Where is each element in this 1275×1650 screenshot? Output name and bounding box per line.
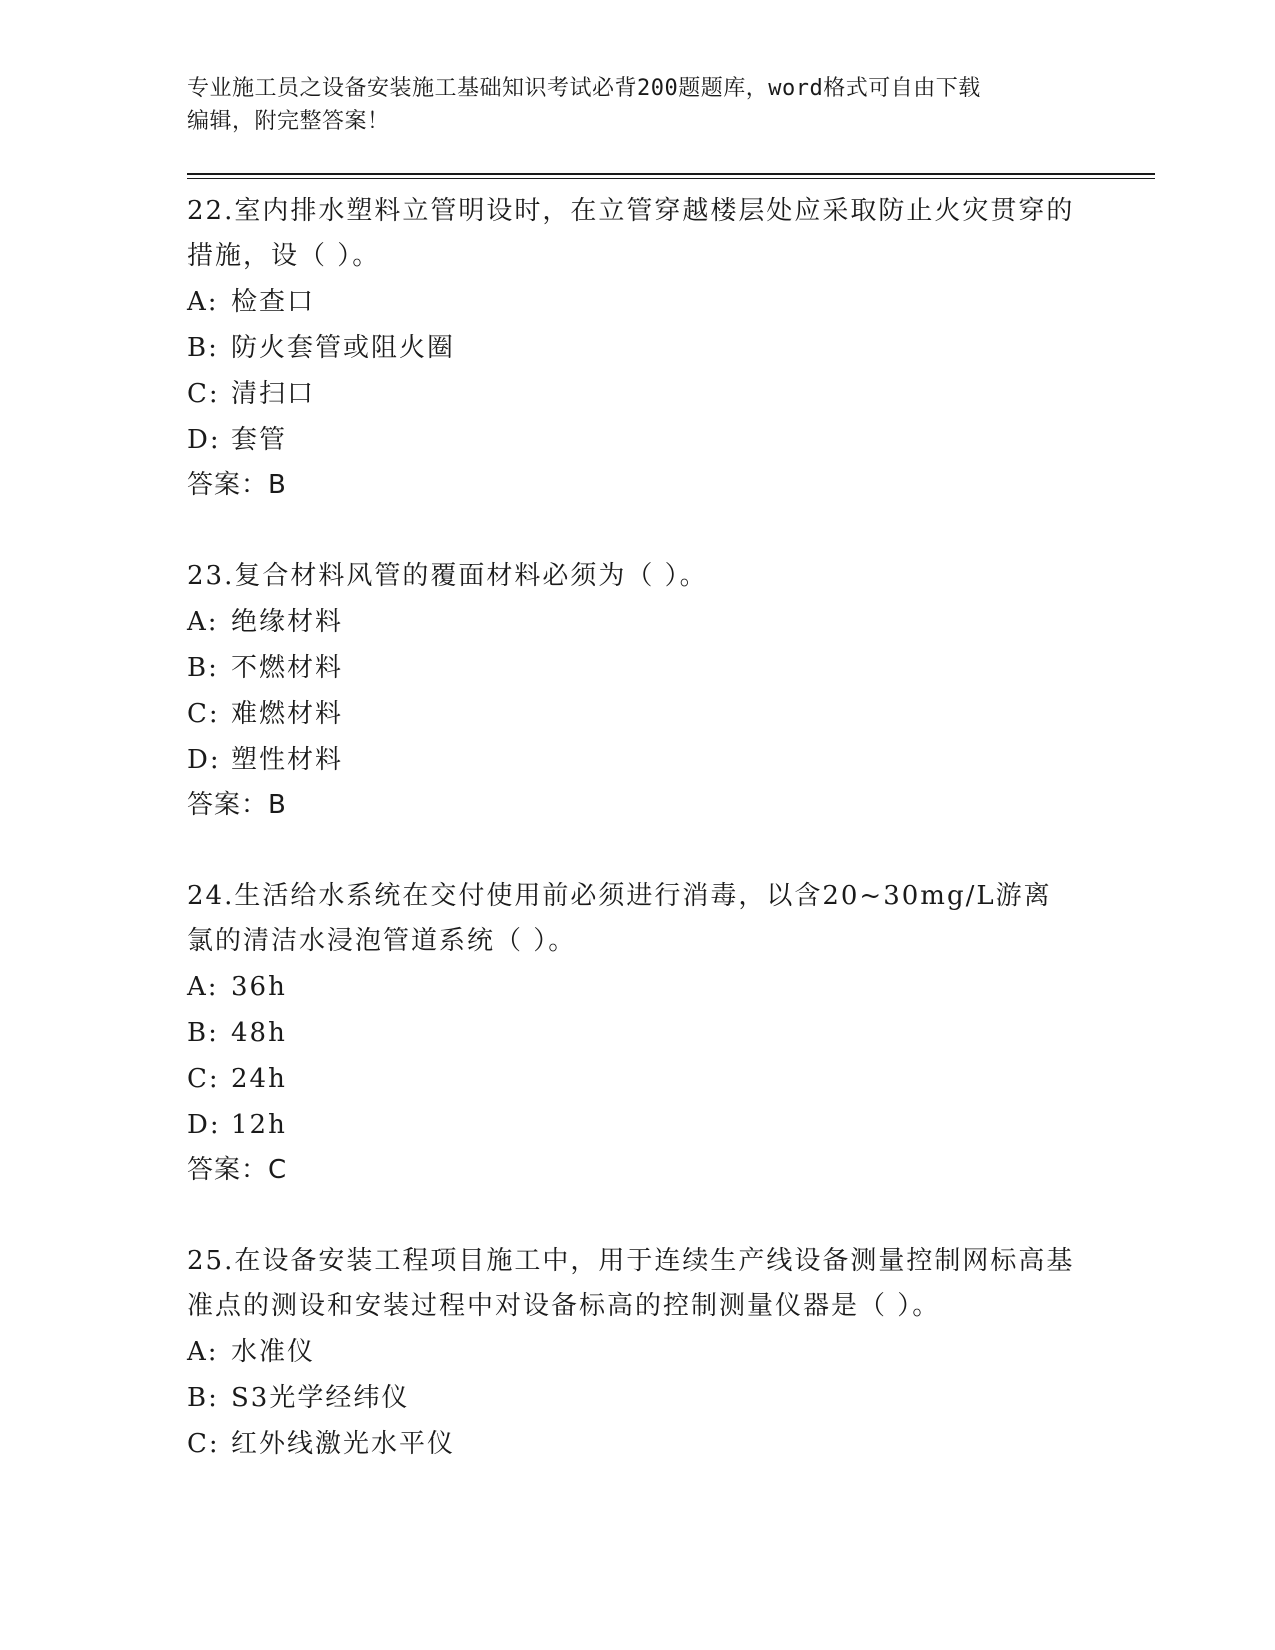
option-text: 套管 xyxy=(231,425,288,455)
option-letter: D: xyxy=(187,425,221,455)
option-c xyxy=(187,691,1155,737)
option-letter: C: xyxy=(187,699,220,729)
option-letter: C: xyxy=(187,1429,220,1459)
option-letter: A: xyxy=(187,1337,219,1367)
option-letter: A: xyxy=(187,972,219,1002)
answer-line: 答案：C xyxy=(187,1155,288,1185)
option-letter: D: xyxy=(187,1110,221,1140)
option-text: 难燃材料 xyxy=(231,699,344,729)
option-b xyxy=(187,325,1155,371)
question-22 xyxy=(187,189,1155,508)
option-text: 绝缘材料 xyxy=(231,607,344,637)
option-letter: C: xyxy=(187,379,220,409)
option-text: S3光学经纬仪 xyxy=(231,1383,410,1413)
header-line-1: 专业施工员之设备安装施工基础知识考试必背200题题库，word格式可自由下载 xyxy=(187,76,981,101)
option-letter: B: xyxy=(187,333,219,363)
option-c xyxy=(187,1056,1155,1102)
option-text: 36h xyxy=(231,972,287,1002)
answer-line: 答案：B xyxy=(187,790,287,820)
question-24 xyxy=(187,874,1155,1193)
spacer xyxy=(187,828,1155,874)
option-c xyxy=(187,371,1155,417)
spacer xyxy=(187,1193,1155,1239)
option-b xyxy=(187,645,1155,691)
option-letter: B: xyxy=(187,1018,219,1048)
option-text: 48h xyxy=(231,1018,287,1048)
question-text: 22.室内排水塑料立管明设时，在立管穿越楼层处应采取防止火灾贯穿的措施，设（ ）。 xyxy=(187,196,1075,271)
header-divider xyxy=(187,173,1155,179)
option-a xyxy=(187,964,1155,1010)
option-letter: C: xyxy=(187,1064,220,1094)
answer-line: 答案：B xyxy=(187,470,287,500)
option-text: 检查口 xyxy=(231,287,316,317)
option-d xyxy=(187,417,1155,463)
option-text: 防火套管或阻火圈 xyxy=(231,333,456,363)
spacer xyxy=(187,508,1155,554)
question-text: 23.复合材料风管的覆面材料必须为（ ）。 xyxy=(187,561,708,591)
option-letter: B: xyxy=(187,1383,219,1413)
question-25 xyxy=(187,1239,1155,1467)
option-text: 塑性材料 xyxy=(231,745,344,775)
option-a xyxy=(187,1329,1155,1375)
option-b xyxy=(187,1010,1155,1056)
option-d xyxy=(187,1102,1155,1148)
option-text: 不燃材料 xyxy=(231,653,344,683)
option-text: 清扫口 xyxy=(231,379,316,409)
option-c xyxy=(187,1421,1155,1467)
option-a xyxy=(187,279,1155,325)
question-23 xyxy=(187,554,1155,828)
question-text: 25.在设备安装工程项目施工中，用于连续生产线设备测量控制网标高基准点的测设和安装过程中对设备标高的控制测量仪器是（ ）。 xyxy=(187,1246,1075,1321)
header-line-2: 编辑，附完整答案！ xyxy=(187,109,390,134)
option-a xyxy=(187,599,1155,645)
option-b xyxy=(187,1375,1155,1421)
document-page xyxy=(187,72,1155,1467)
option-text: 水准仪 xyxy=(231,1337,316,1367)
question-text: 24.生活给水系统在交付使用前必须进行消毒，以含20~30mg/L游离氯的清洁水浸泡管道系统（ ）。 xyxy=(187,881,1052,956)
option-letter: B: xyxy=(187,653,219,683)
option-text: 12h xyxy=(231,1110,287,1140)
option-text: 24h xyxy=(231,1064,287,1094)
option-text: 红外线激光水平仪 xyxy=(231,1429,456,1459)
option-d xyxy=(187,737,1155,783)
option-letter: D: xyxy=(187,745,221,775)
document-header xyxy=(187,72,1077,138)
option-letter: A: xyxy=(187,287,219,317)
option-letter: A: xyxy=(187,607,219,637)
